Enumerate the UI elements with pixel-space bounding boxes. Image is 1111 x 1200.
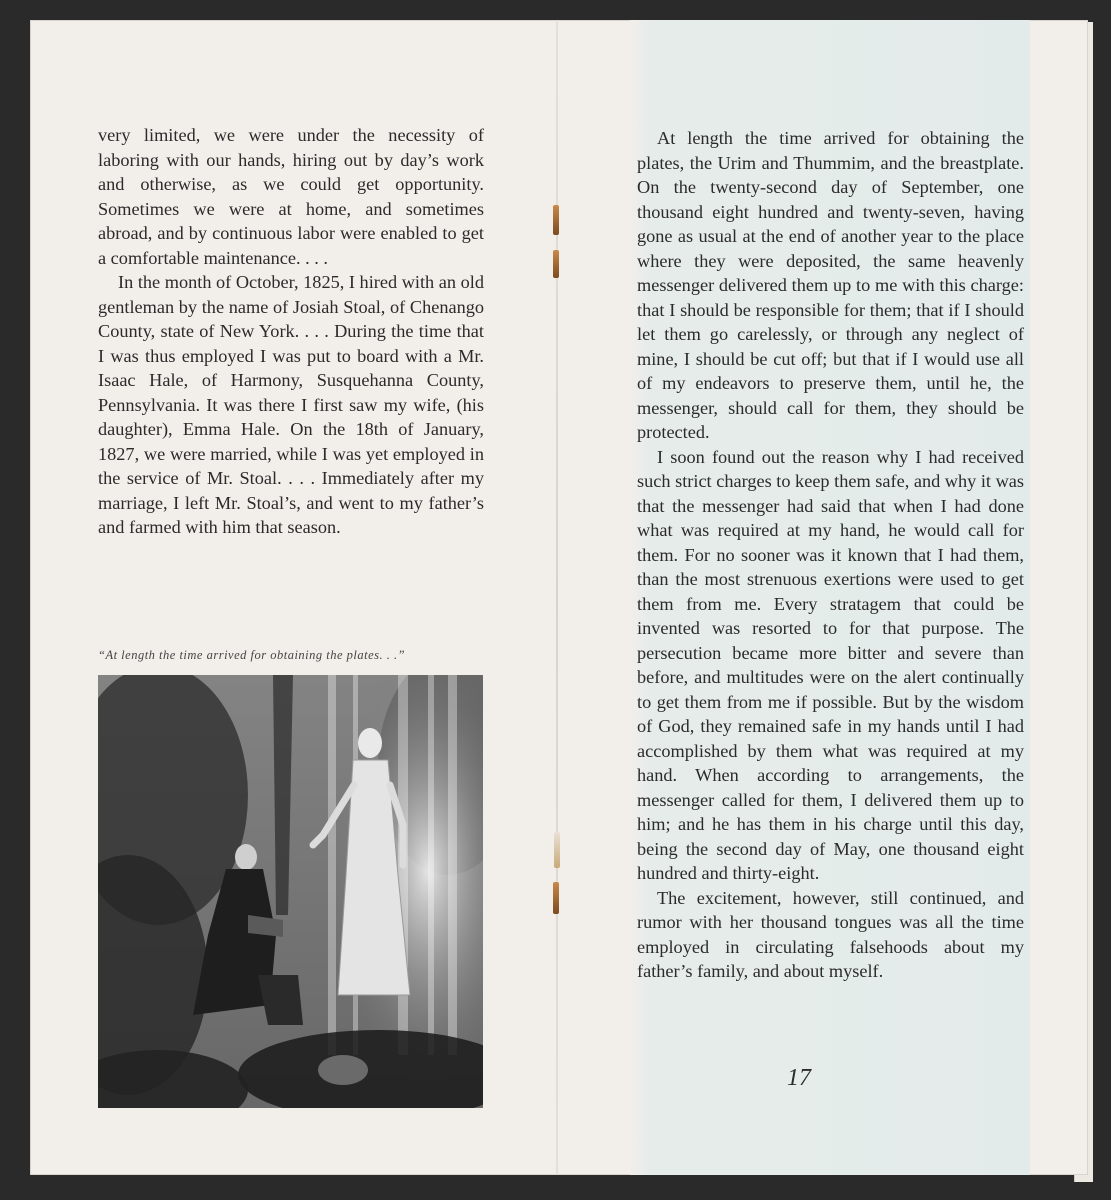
paragraph: The excitement, however, still continued, and rumor with her thousand tongues was all the time employed in circulating falsehoods about my father’s family, and about myself. — [637, 887, 1024, 981]
paragraph: very limited, we were under the necessity of laboring with our hands, hiring out by day’s work and otherwise, as we could get opportunity. Sometimes we were at home, and sometimes abroad, and by continuous labor were enabled to get a comfortable maintenance. . . . — [98, 125, 484, 268]
paragraph: I soon found out the reason why I had received such strict charges to keep them safe, and why it was that the messenger had said that when I had done what was required at my hand, he would call for them. For no sooner was it known that I had them, than the most strenuous exertions were used to get them from me. Every stratagem that could be invented was resorted to for that purpose. The persecution became more bitter and severe than before, and multitudes were on the alert continually to get them from me if possible. But by the wisdom of God, they remained safe in my hands until I had accomplished by them what was required at my hand. When according to arrangements, the messenger called for them, I delivered them up to him; and he has them in his charge until this day, being the second day of May, one thousand eight hundred and thirty-eight. — [637, 446, 1025, 883]
illustration-caption: “At length the time arrived for obtaining the plates. . .” — [98, 648, 406, 662]
left-page-text — [98, 123, 484, 540]
paragraph: At length the time arrived for obtaining the plates, the Urim and Thummim, and the breastplate. On the twenty-second day of September, one thousand eight hundred and twenty-seven, having gone as usual at the end of another year to the place where they were deposited, the same heavenly messenger delivered them up to me with this charge: that I should be responsible for them; that if I should let them go carelessly, or through any neglect of mine, I should be cut off; but that if I would use all of my endeavors to preserve them, until he, the messenger, should call for them, they should be protected. — [637, 128, 1024, 442]
staple — [553, 205, 559, 235]
paragraph: In the month of October, 1825, I hired with an old gentleman by the name of Josiah Stoal, of Chenango County, state of New York. . . . During the time that I was thus employed I was put to board with a Mr. Isaac Hale, of Harmony, Susquehanna County, Pennsylvania. It was there I first saw my wife, (his daughter), Emma Hale. On the 18th of January, 1827, we were married, while I was yet employed in the service of Mr. Stoal. . . . Immediately after my marriage, I left Mr. Stoal’s, and went to my father’s and farmed with him that season. — [98, 272, 484, 537]
angel-delivering-plates-illustration — [98, 675, 483, 1108]
staple — [553, 882, 559, 914]
right-page-text — [637, 126, 1024, 984]
staple — [553, 250, 559, 278]
staple — [554, 832, 560, 868]
illustration — [98, 675, 483, 1108]
center-fold — [556, 20, 558, 1175]
booklet-spread — [30, 20, 1088, 1175]
page-number: 17 — [787, 1065, 811, 1091]
